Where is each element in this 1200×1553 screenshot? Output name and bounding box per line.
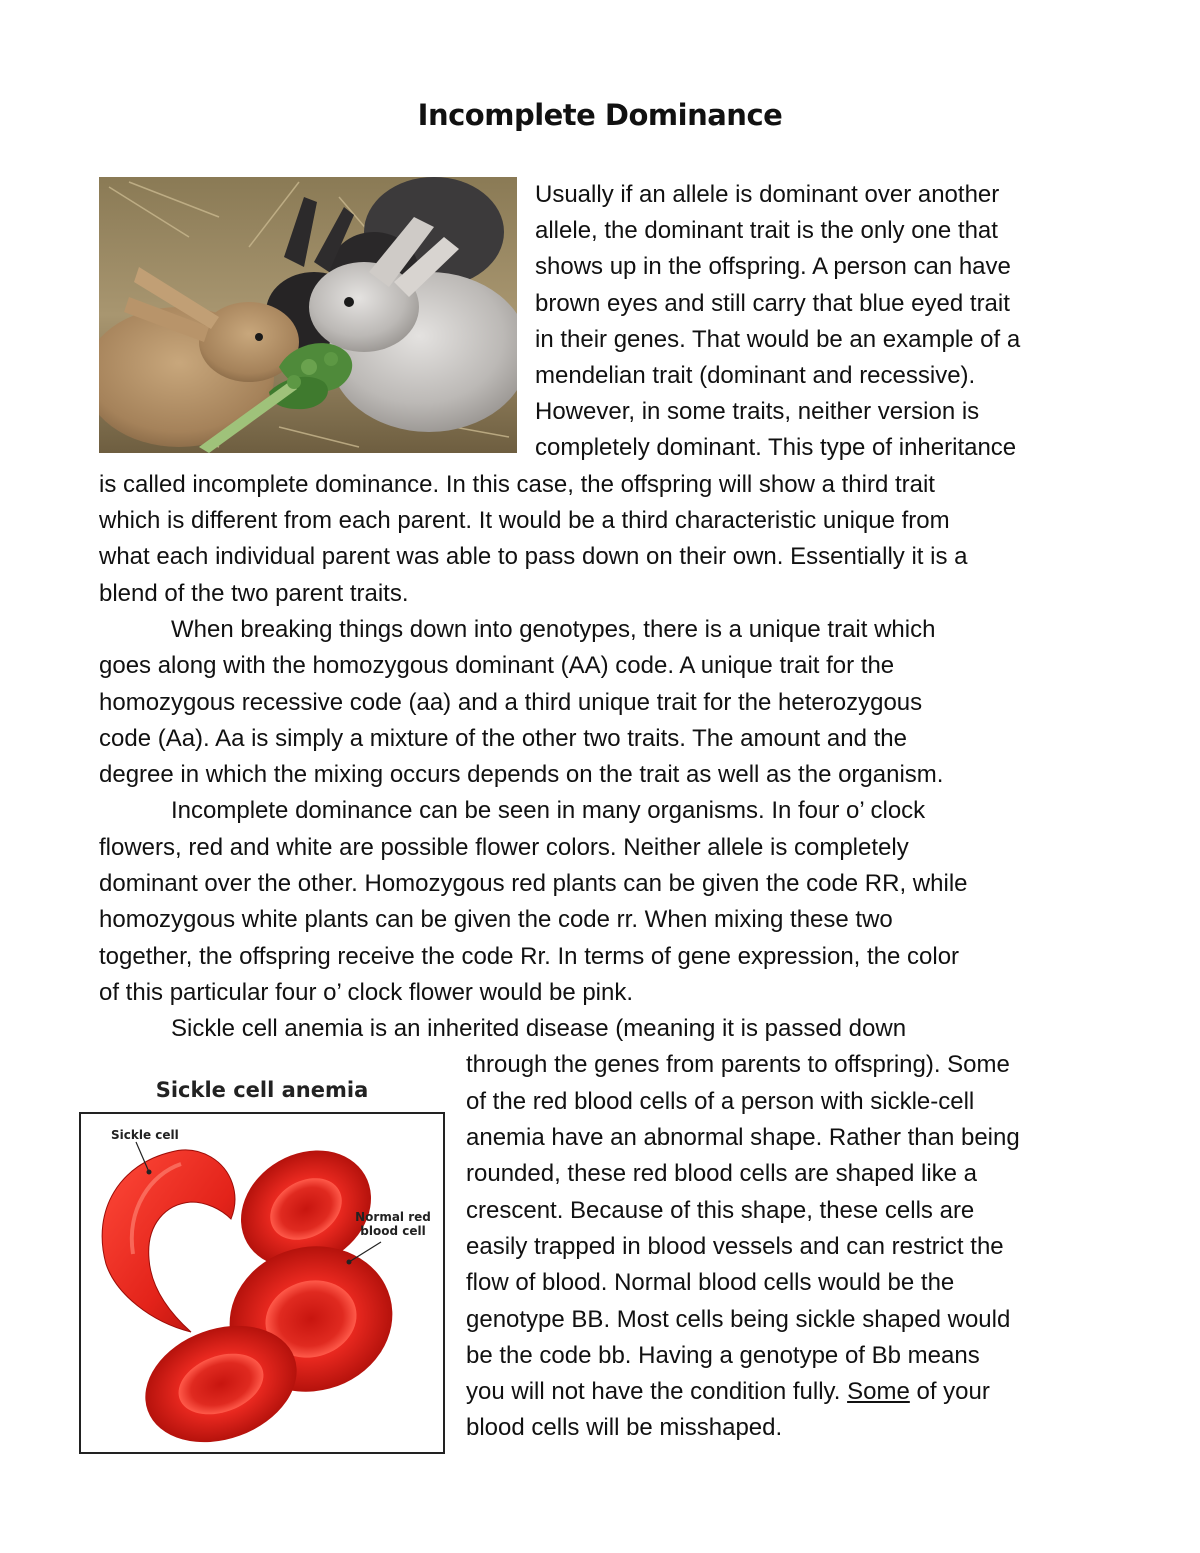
figure-frame [79,1112,445,1454]
text-line: blood cells will be misshaped. [466,1414,783,1441]
text-segment: you will not have the condition fully. [466,1378,841,1405]
sickle-cell-label: Sickle cell [111,1128,179,1142]
text-line-with-underline [466,1377,990,1407]
text-line: brown eyes and still carry that blue eyed trait [535,290,1010,317]
text-line: completely dominant. This type of inheritance [535,434,1017,461]
text-line: flowers, red and white are possible flower colors. Neither allele is completely [99,834,909,861]
text-line: homozygous recessive code (aa) and a third unique trait for the heterozygous [99,689,923,716]
text-line: be the code bb. Having a genotype of Bb means [466,1342,980,1369]
text-line: anemia have an abnormal shape. Rather than being [466,1124,1020,1151]
text-line: goes along with the homozygous dominant (AA) code. A unique trait for the [99,652,895,679]
text-segment: of your [909,1378,990,1405]
text-line: homozygous white plants can be given the code rr. When mixing these two [99,906,893,933]
text-line: together, the offspring receive the code Rr. In terms of gene expression, the color [99,943,960,970]
text-line: shows up in the offspring. A person can have [535,253,1011,280]
normal-cell-label-line2: blood cell [360,1224,426,1238]
sickle-cell-figure [78,1070,446,1456]
text-line: code (Aa). Aa is simply a mixture of the other two traits. The amount and the [99,725,907,752]
text-line: of this particular four o’ clock flower would be pink. [99,979,634,1006]
text-line: mendelian trait (dominant and recessive). [535,362,976,389]
text-line: easily trapped in blood vessels and can restrict the [466,1233,1004,1260]
text-line: Sickle cell anemia is an inherited disease (meaning it is passed down [171,1015,907,1042]
underlined-word: Some [847,1378,910,1405]
text-line: through the genes from parents to offspring). Some [466,1051,1010,1078]
rabbits-photo [99,177,517,453]
text-line: which is different from each parent. It would be a third characteristic unique from [99,507,950,534]
text-line: flow of blood. Normal blood cells would be the [466,1269,955,1296]
text-line: dominant over the other. Homozygous red plants can be given the code RR, while [99,870,968,897]
text-line: degree in which the mixing occurs depends on the trait as well as the organism. [99,761,944,788]
figure-title: Sickle cell anemia [155,1078,369,1102]
text-line: crescent. Because of this shape, these cells are [466,1197,975,1224]
blood-cells-illustration [81,1114,443,1452]
text-line: genotype BB. Most cells being sickle shaped would [466,1306,1011,1333]
text-line: blend of the two parent traits. [99,580,409,607]
text-line: allele, the dominant trait is the only one that [535,217,998,244]
text-line: in their genes. That would be an example of a [535,326,1021,353]
text-line: Usually if an allele is dominant over another [535,181,1000,208]
text-line: what each individual parent was able to pass down on their own. Essentially it is a [99,543,968,570]
text-line: However, in some traits, neither version is [535,398,980,425]
text-line: Incomplete dominance can be seen in many organisms. In four o’ clock [171,797,926,824]
text-line: of the red blood cells of a person with sickle-cell [466,1088,975,1115]
text-line: rounded, these red blood cells are shaped like a [466,1160,978,1187]
page-title: Incomplete Dominance [417,98,783,132]
text-line: is called incomplete dominance. In this case, the offspring will show a third trait [99,471,935,498]
text-line: When breaking things down into genotypes, there is a unique trait which [171,616,936,643]
normal-cell-label-line1: Normal red [355,1210,431,1224]
